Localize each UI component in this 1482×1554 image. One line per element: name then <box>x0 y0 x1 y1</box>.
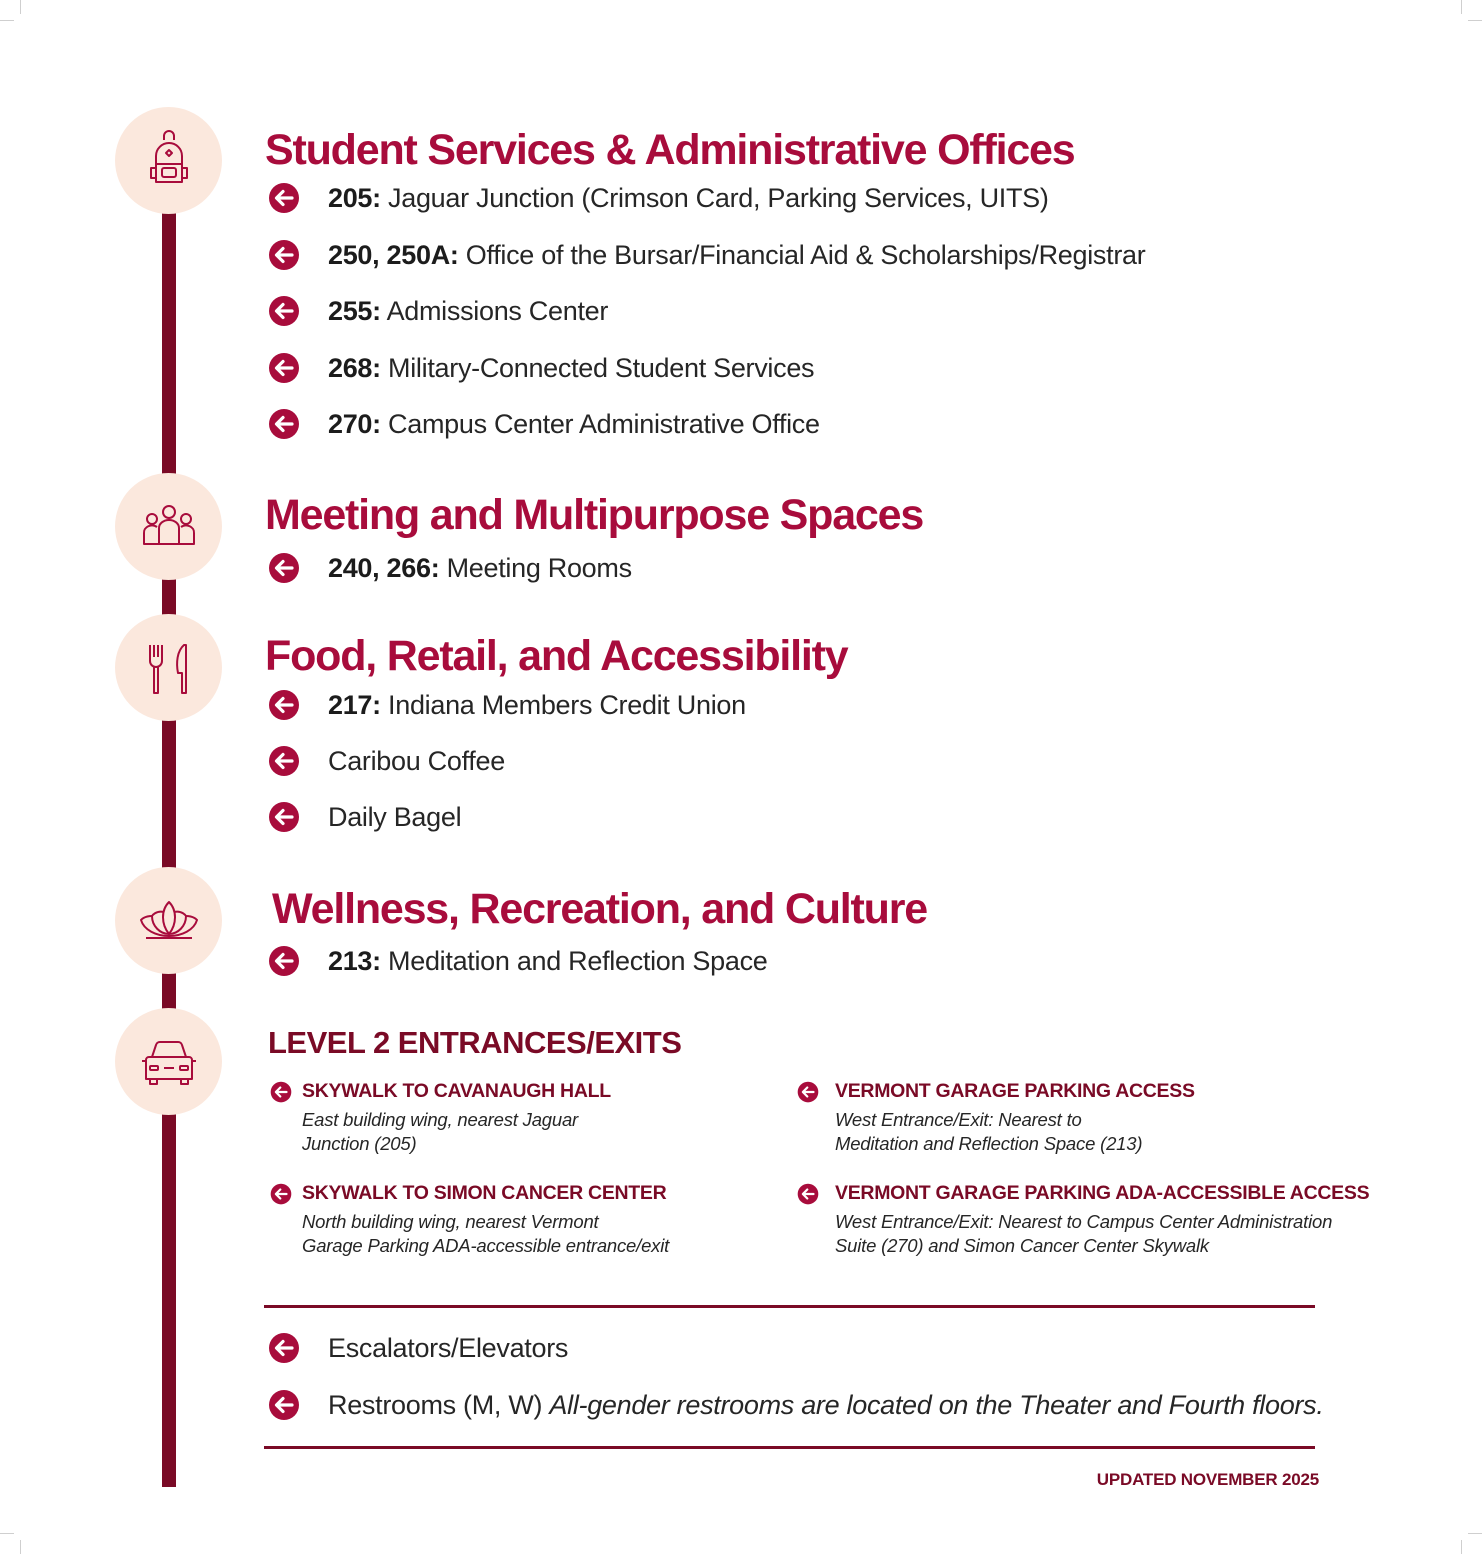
list-item <box>268 945 768 977</box>
entrance-item <box>797 1182 1369 1258</box>
arrow-left-icon <box>268 745 300 777</box>
entrance-description: Junction (205) <box>302 1133 417 1154</box>
room-number: 268: <box>328 352 381 383</box>
arrow-left-icon <box>268 1332 300 1364</box>
entrances-title: LEVEL 2 ENTRANCES/EXITS <box>268 1025 682 1060</box>
entrance-description: Meditation and Reflection Space (213) <box>835 1133 1143 1154</box>
entrance-description: West Entrance/Exit: Nearest to <box>835 1109 1082 1130</box>
item-label: Jaguar Junction (Crimson Card, Parking Services, UITS) <box>388 182 1049 213</box>
entrance-label: VERMONT GARAGE PARKING ACCESS <box>835 1080 1195 1102</box>
arrow-left-icon <box>268 352 300 384</box>
people-group-icon <box>115 473 222 580</box>
item-label: Escalators/Elevators <box>328 1332 569 1363</box>
updated-date: UPDATED NOVEMBER 2025 <box>1096 1470 1319 1489</box>
crop-mark <box>1461 1540 1462 1554</box>
entrance-description: East building wing, nearest Jaguar <box>302 1109 579 1130</box>
item-label: Restrooms (M, W) <box>328 1389 543 1420</box>
item-label: Meeting Rooms <box>446 552 632 583</box>
lotus-icon <box>115 867 222 974</box>
list-item <box>268 1332 568 1364</box>
arrow-left-icon <box>268 1389 300 1421</box>
room-number: 217: <box>328 689 381 720</box>
entrance-description: Suite (270) and Simon Cancer Center Skywalk <box>835 1235 1209 1256</box>
crop-mark <box>20 1540 21 1554</box>
room-number: 240, 266: <box>328 552 440 583</box>
entrance-label: VERMONT GARAGE PARKING ADA-ACCESSIBLE ACCESS <box>835 1182 1370 1204</box>
item-label: Office of the Bursar/Financial Aid & Scholarships/Registrar <box>465 239 1146 270</box>
item-label: Indiana Members Credit Union <box>388 689 746 720</box>
car-icon <box>115 1008 222 1115</box>
entrance-item <box>270 1182 669 1258</box>
crop-mark <box>20 0 21 14</box>
list-item <box>268 182 1049 214</box>
room-number: 213: <box>328 945 381 976</box>
arrow-left-icon <box>270 1081 292 1103</box>
crop-mark <box>1468 20 1482 21</box>
entrance-item <box>270 1080 611 1156</box>
room-number: 250, 250A: <box>328 239 459 270</box>
divider <box>264 1305 1315 1308</box>
restroom-note: All-gender restrooms are located on the Theater and Fourth floors. <box>549 1389 1324 1420</box>
item-label: Military-Connected Student Services <box>388 352 815 383</box>
list-item <box>268 552 632 584</box>
section-title: Wellness, Recreation, and Culture <box>272 885 927 933</box>
list-item <box>268 689 746 721</box>
arrow-left-icon <box>268 295 300 327</box>
arrow-left-icon <box>797 1183 819 1205</box>
list-item <box>268 801 461 833</box>
arrow-left-icon <box>268 689 300 721</box>
item-label: Daily Bagel <box>328 801 462 832</box>
list-item <box>268 745 505 777</box>
entrance-description: West Entrance/Exit: Nearest to Campus Center Administration <box>835 1211 1333 1232</box>
item-label: Meditation and Reflection Space <box>388 945 768 976</box>
section-title: Meeting and Multipurpose Spaces <box>265 491 924 539</box>
list-item <box>268 1389 1324 1421</box>
room-number: 205: <box>328 182 381 213</box>
entrance-description: Garage Parking ADA-accessible entrance/exit <box>302 1235 670 1256</box>
divider <box>264 1446 1315 1449</box>
item-label: Admissions Center <box>386 295 609 326</box>
entrance-item <box>797 1080 1195 1156</box>
list-item <box>268 408 820 440</box>
arrow-left-icon <box>797 1081 819 1103</box>
section-title: Food, Retail, and Accessibility <box>265 632 848 680</box>
timeline-line <box>162 160 176 1487</box>
list-item <box>268 239 1145 271</box>
crop-mark <box>1468 1533 1482 1534</box>
list-item <box>268 295 608 327</box>
item-label: Caribou Coffee <box>328 745 505 776</box>
arrow-left-icon <box>268 552 300 584</box>
crop-mark <box>0 20 14 21</box>
room-number: 270: <box>328 408 381 439</box>
item-label: Campus Center Administrative Office <box>388 408 820 439</box>
section-title: Student Services & Administrative Offices <box>265 126 1075 174</box>
crop-mark <box>1461 0 1462 14</box>
backpack-icon <box>115 107 222 214</box>
list-item <box>268 352 814 384</box>
arrow-left-icon <box>268 182 300 214</box>
arrow-left-icon <box>268 801 300 833</box>
entrance-description: North building wing, nearest Vermont <box>302 1211 599 1232</box>
arrow-left-icon <box>270 1183 292 1205</box>
fork-knife-icon <box>115 614 222 721</box>
arrow-left-icon <box>268 239 300 271</box>
entrance-label: SKYWALK TO SIMON CANCER CENTER <box>302 1182 667 1204</box>
arrow-left-icon <box>268 408 300 440</box>
room-number: 255: <box>328 295 381 326</box>
entrance-label: SKYWALK TO CAVANAUGH HALL <box>302 1080 611 1102</box>
arrow-left-icon <box>268 945 300 977</box>
crop-mark <box>0 1533 14 1534</box>
